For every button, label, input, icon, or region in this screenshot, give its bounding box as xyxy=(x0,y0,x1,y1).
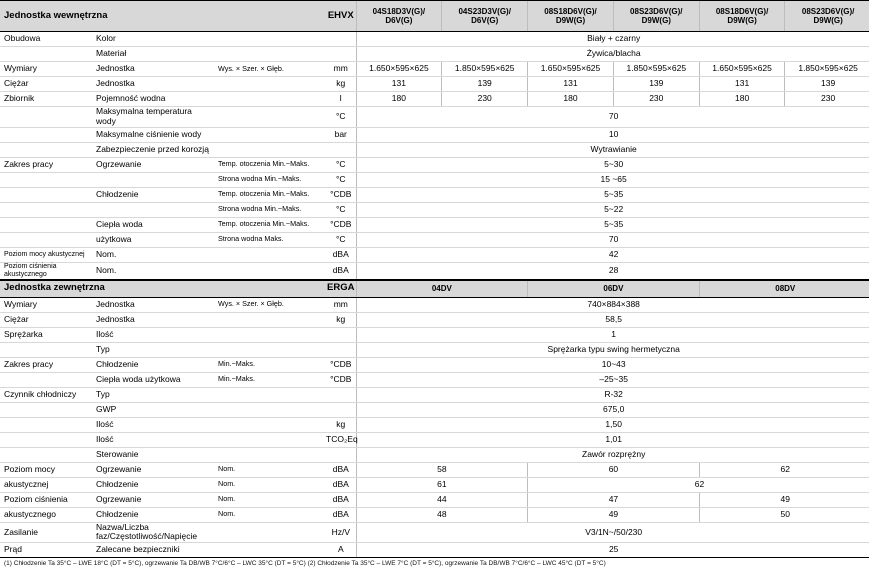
row-unit: dBA xyxy=(326,492,356,507)
row-category xyxy=(0,172,92,187)
row-sublabel xyxy=(214,127,326,142)
row-category xyxy=(0,187,92,202)
row-value: 5~35 xyxy=(356,217,869,232)
row-label: Chłodzenie xyxy=(92,187,214,202)
row-unit: dBA xyxy=(326,507,356,522)
row-value: 49 xyxy=(528,507,700,522)
row-unit: mm xyxy=(326,62,356,77)
section-series: EHVX xyxy=(326,1,356,32)
spec-row xyxy=(0,77,869,92)
row-unit xyxy=(326,387,356,402)
row-category: Sprężarka xyxy=(0,327,92,342)
row-category xyxy=(0,372,92,387)
row-unit xyxy=(326,342,356,357)
row-label: użytkowa xyxy=(92,232,214,247)
row-unit: bar xyxy=(326,127,356,142)
row-value: 48 xyxy=(356,507,528,522)
row-value: 139 xyxy=(613,77,699,92)
row-category: Wymiary xyxy=(0,62,92,77)
model-header: 08DV xyxy=(699,280,869,297)
model-header: 08S23D6V(G)/ D9W(G) xyxy=(613,1,699,32)
row-value: 131 xyxy=(528,77,614,92)
row-label: Typ xyxy=(92,342,214,357)
row-sublabel xyxy=(214,342,326,357)
row-value: 62 xyxy=(699,462,869,477)
row-value: 62 xyxy=(528,477,869,492)
row-value: 5~30 xyxy=(356,157,869,172)
model-header: 06DV xyxy=(528,280,700,297)
row-value: 230 xyxy=(613,92,699,107)
row-category: akustycznego xyxy=(0,507,92,522)
spec-row xyxy=(0,477,869,492)
row-category xyxy=(0,232,92,247)
row-sublabel xyxy=(214,402,326,417)
row-category: Czynnik chłodniczy xyxy=(0,387,92,402)
spec-row xyxy=(0,217,869,232)
row-label: Kolor xyxy=(92,32,214,47)
row-category: Ciężar xyxy=(0,312,92,327)
row-label: Nom. xyxy=(92,247,214,262)
row-label: Chłodzenie xyxy=(92,477,214,492)
row-value: 5~35 xyxy=(356,187,869,202)
row-unit: dBA xyxy=(326,477,356,492)
row-category: Poziom ciśnienia xyxy=(0,492,92,507)
row-unit: kg xyxy=(326,77,356,92)
model-header: 04S23D3V(G)/ D6V(G) xyxy=(442,1,528,32)
spec-row xyxy=(0,172,869,187)
row-unit xyxy=(326,447,356,462)
spec-row xyxy=(0,297,869,312)
row-unit: dBA xyxy=(326,247,356,262)
spec-row xyxy=(0,312,869,327)
row-label xyxy=(92,172,214,187)
model-header: 08S18D6V(G)/ D9W(G) xyxy=(699,1,785,32)
spec-row xyxy=(0,92,869,107)
row-value: 1.650×595×625 xyxy=(699,62,785,77)
row-category xyxy=(0,217,92,232)
row-unit xyxy=(326,32,356,47)
row-category xyxy=(0,107,92,128)
row-category: Wymiary xyxy=(0,297,92,312)
model-header: 08S18D6V(G)/ D9W(G) xyxy=(528,1,614,32)
row-category: Prąd xyxy=(0,543,92,558)
row-value: 1.850×595×625 xyxy=(442,62,528,77)
row-category xyxy=(0,142,92,157)
row-label xyxy=(92,202,214,217)
row-label: Chłodzenie xyxy=(92,507,214,522)
row-unit: °C xyxy=(326,157,356,172)
row-label: Maksymalne ciśnienie wody xyxy=(92,127,214,142)
row-value: Zawór rozprężny xyxy=(356,447,869,462)
row-category xyxy=(0,342,92,357)
spec-row xyxy=(0,372,869,387)
row-value: 25 xyxy=(356,543,869,558)
row-label: Ciepła woda xyxy=(92,217,214,232)
row-category: Zakres pracy xyxy=(0,157,92,172)
row-sublabel xyxy=(214,432,326,447)
row-sublabel xyxy=(214,327,326,342)
row-label: Zabezpieczenie przed korozją xyxy=(92,142,214,157)
row-sublabel xyxy=(214,312,326,327)
row-unit: kg xyxy=(326,417,356,432)
row-value: 1.850×595×625 xyxy=(613,62,699,77)
row-category xyxy=(0,447,92,462)
row-value: 675,0 xyxy=(356,402,869,417)
row-value: –25~35 xyxy=(356,372,869,387)
row-label: Jednostka xyxy=(92,297,214,312)
spec-row xyxy=(0,262,869,279)
row-sublabel xyxy=(214,543,326,558)
row-category: akustycznej xyxy=(0,477,92,492)
spec-row xyxy=(0,187,869,202)
row-unit: °CDB xyxy=(326,357,356,372)
row-value: V3/1N~/50/230 xyxy=(356,522,869,543)
outdoor-unit-table xyxy=(0,280,869,559)
indoor-unit-table xyxy=(0,0,869,280)
row-unit: dBA xyxy=(326,462,356,477)
row-unit: dBA xyxy=(326,262,356,279)
row-value: R-32 xyxy=(356,387,869,402)
row-label: Pojemność wodna xyxy=(92,92,214,107)
row-value: 15 ~65 xyxy=(356,172,869,187)
row-label: Jednostka xyxy=(92,62,214,77)
row-category: Poziom mocy xyxy=(0,462,92,477)
row-sublabel xyxy=(214,107,326,128)
row-sublabel xyxy=(214,32,326,47)
row-label: Ogrzewanie xyxy=(92,492,214,507)
row-unit: °CDB xyxy=(326,187,356,202)
row-unit: °CDB xyxy=(326,217,356,232)
row-value: 42 xyxy=(356,247,869,262)
row-label: Materiał xyxy=(92,47,214,62)
spec-row xyxy=(0,142,869,157)
row-label: Jednostka xyxy=(92,312,214,327)
row-value: Żywica/blacha xyxy=(356,47,869,62)
row-sublabel xyxy=(214,417,326,432)
row-label: Nom. xyxy=(92,262,214,279)
spec-row xyxy=(0,462,869,477)
spec-row xyxy=(0,522,869,543)
row-category xyxy=(0,202,92,217)
spec-row xyxy=(0,402,869,417)
spec-row xyxy=(0,127,869,142)
row-value: 139 xyxy=(442,77,528,92)
row-value: 58 xyxy=(356,462,528,477)
row-label: Ciepła woda użytkowa xyxy=(92,372,214,387)
row-label: Typ xyxy=(92,387,214,402)
row-value: Sprężarka typu swing hermetyczna xyxy=(356,342,869,357)
row-category: Obudowa xyxy=(0,32,92,47)
row-sublabel: Min.~Maks. xyxy=(214,357,326,372)
row-category: Zakres pracy xyxy=(0,357,92,372)
row-sublabel: Nom. xyxy=(214,462,326,477)
row-sublabel: Nom. xyxy=(214,477,326,492)
row-category: Poziom mocy akustycznej xyxy=(0,247,92,262)
row-sublabel: Nom. xyxy=(214,507,326,522)
row-value: 61 xyxy=(356,477,528,492)
row-sublabel xyxy=(214,522,326,543)
row-sublabel: Strona wodna Maks. xyxy=(214,232,326,247)
model-header: 04DV xyxy=(356,280,528,297)
row-unit xyxy=(326,402,356,417)
row-category xyxy=(0,432,92,447)
row-value: 58,5 xyxy=(356,312,869,327)
spec-row xyxy=(0,247,869,262)
section-header-row xyxy=(0,1,869,32)
row-unit: °CDB xyxy=(326,372,356,387)
row-unit: °C xyxy=(326,172,356,187)
model-header: 04S18D3V(G)/ D6V(G) xyxy=(356,1,442,32)
row-value: 1.850×595×625 xyxy=(785,62,869,77)
row-sublabel: Strona wodna Min.~Maks. xyxy=(214,172,326,187)
spec-row xyxy=(0,432,869,447)
row-sublabel xyxy=(214,247,326,262)
row-value: 131 xyxy=(699,77,785,92)
row-value: 5~22 xyxy=(356,202,869,217)
row-label: Zalecane bezpieczniki xyxy=(92,543,214,558)
row-category: Zbiornik xyxy=(0,92,92,107)
row-category xyxy=(0,402,92,417)
spec-row xyxy=(0,387,869,402)
row-category xyxy=(0,47,92,62)
spec-row xyxy=(0,543,869,558)
spec-row xyxy=(0,157,869,172)
row-sublabel xyxy=(214,262,326,279)
row-category: Ciężar xyxy=(0,77,92,92)
row-category xyxy=(0,417,92,432)
row-unit: °C xyxy=(326,107,356,128)
row-value: 1,01 xyxy=(356,432,869,447)
row-label: Ogrzewanie xyxy=(92,462,214,477)
row-sublabel xyxy=(214,47,326,62)
row-label: Ilość xyxy=(92,327,214,342)
row-value: 180 xyxy=(699,92,785,107)
row-category xyxy=(0,127,92,142)
row-label: Chłodzenie xyxy=(92,357,214,372)
row-value: 49 xyxy=(699,492,869,507)
row-sublabel: Wys. × Szer. × Głęb. xyxy=(214,62,326,77)
row-unit: kg xyxy=(326,312,356,327)
spec-row xyxy=(0,47,869,62)
row-sublabel: Min.~Maks. xyxy=(214,372,326,387)
row-label: Jednostka xyxy=(92,77,214,92)
spec-row xyxy=(0,62,869,77)
spec-row xyxy=(0,342,869,357)
row-value: 44 xyxy=(356,492,528,507)
row-label: Nazwa/Liczba faz/Częstotliwość/Napięcie xyxy=(92,522,214,543)
section-header-row xyxy=(0,280,869,297)
row-sublabel: Temp. otoczenia Min.~Maks. xyxy=(214,157,326,172)
row-value: 1 xyxy=(356,327,869,342)
footnote: (1) Chłodzenie Ta 35°C – LWE 18°C (DT = 5°C), ogrzewanie Ta DB/WB 7°C/6°C – LWC 35°C (DT = 5°C) (2) Chłodzenie Ta 35°C – LWE 7°C (DT = 5°C), ogrzewanie Ta DB/WB 7°C/6°C – LWC 45°C (DT = 5°C) xyxy=(4,560,606,568)
row-value: 28 xyxy=(356,262,869,279)
row-unit: mm xyxy=(326,297,356,312)
row-unit: A xyxy=(326,543,356,558)
spec-row xyxy=(0,327,869,342)
row-value: 139 xyxy=(785,77,869,92)
row-unit: TCO₂Eq xyxy=(326,432,356,447)
row-sublabel: Wys. × Szer. × Głęb. xyxy=(214,297,326,312)
spec-row xyxy=(0,32,869,47)
row-sublabel xyxy=(214,77,326,92)
row-label: Maksymalna temperatura wody xyxy=(92,107,214,128)
row-value: 10 xyxy=(356,127,869,142)
row-label: GWP xyxy=(92,402,214,417)
row-value: 230 xyxy=(442,92,528,107)
row-value: 1,50 xyxy=(356,417,869,432)
row-sublabel: Nom. xyxy=(214,492,326,507)
row-value: 70 xyxy=(356,232,869,247)
row-value: 740×884×388 xyxy=(356,297,869,312)
spec-row xyxy=(0,202,869,217)
section-title: Jednostka wewnętrzna xyxy=(0,1,326,32)
row-value: 131 xyxy=(356,77,442,92)
row-sublabel: Strona wodna Min.~Maks. xyxy=(214,202,326,217)
row-unit: Hz/V xyxy=(326,522,356,543)
spec-row xyxy=(0,492,869,507)
row-value: Biały + czarny xyxy=(356,32,869,47)
spec-row xyxy=(0,232,869,247)
row-value: 1.650×595×625 xyxy=(528,62,614,77)
row-sublabel xyxy=(214,387,326,402)
spec-row xyxy=(0,417,869,432)
row-value: 230 xyxy=(785,92,869,107)
row-sublabel xyxy=(214,447,326,462)
row-unit xyxy=(326,327,356,342)
row-unit: °C xyxy=(326,202,356,217)
row-sublabel: Temp. otoczenia Min.~Maks. xyxy=(214,217,326,232)
model-header: 08S23D6V(G)/ D9W(G) xyxy=(785,1,869,32)
row-value: 180 xyxy=(356,92,442,107)
spec-row xyxy=(0,357,869,372)
row-value: 70 xyxy=(356,107,869,128)
row-category: Poziom ciśnienia akustycznego xyxy=(0,262,92,279)
row-unit xyxy=(326,47,356,62)
row-label: Sterowanie xyxy=(92,447,214,462)
spec-row xyxy=(0,447,869,462)
row-label: Ogrzewanie xyxy=(92,157,214,172)
row-unit xyxy=(326,142,356,157)
section-title: Jednostka zewnętrzna xyxy=(0,280,326,297)
row-value: Wytrawianie xyxy=(356,142,869,157)
row-value: 180 xyxy=(528,92,614,107)
row-value: 47 xyxy=(528,492,700,507)
spec-row xyxy=(0,107,869,128)
row-label: Ilość xyxy=(92,432,214,447)
row-sublabel xyxy=(214,142,326,157)
row-unit: l xyxy=(326,92,356,107)
row-sublabel xyxy=(214,92,326,107)
section-series: ERGA xyxy=(326,280,356,297)
row-sublabel: Temp. otoczenia Min.~Maks. xyxy=(214,187,326,202)
spec-row xyxy=(0,507,869,522)
row-value: 10~43 xyxy=(356,357,869,372)
row-category: Zasilanie xyxy=(0,522,92,543)
row-value: 1.650×595×625 xyxy=(356,62,442,77)
row-value: 50 xyxy=(699,507,869,522)
row-label: Ilość xyxy=(92,417,214,432)
row-value: 60 xyxy=(528,462,700,477)
row-unit: °C xyxy=(326,232,356,247)
